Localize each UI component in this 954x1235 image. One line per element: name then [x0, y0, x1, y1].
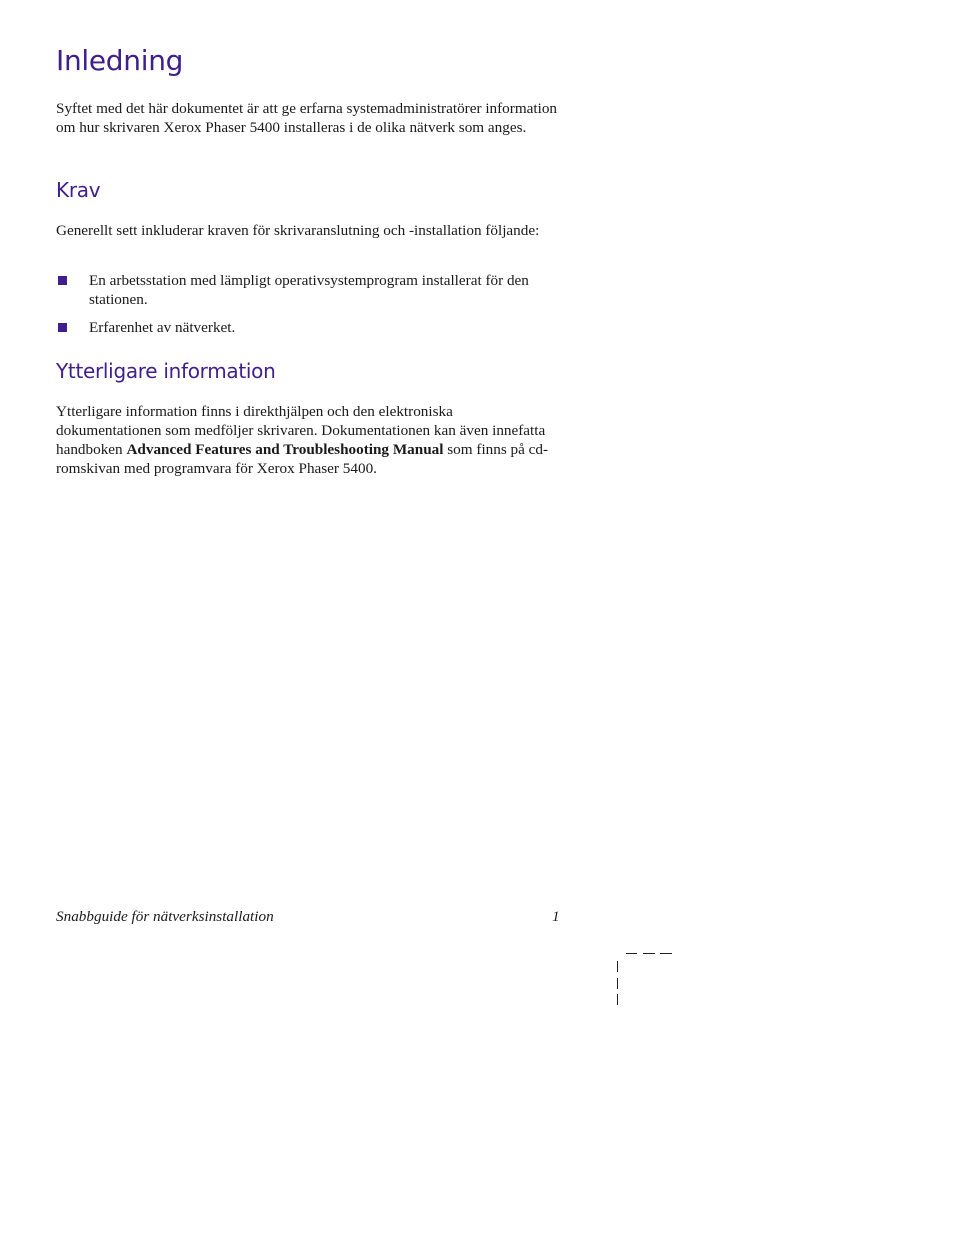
requirements-heading: Krav	[56, 178, 101, 202]
crop-mark	[617, 961, 618, 972]
crop-mark	[626, 953, 637, 954]
more-info-heading: Ytterligare information	[56, 359, 276, 383]
intro-paragraph: Syftet med det här dokumentet är att ge erfarna systemadministratörer information om hur skrivaren Xerox Phaser 5400 installeras i de olika nätverk som anges.	[56, 100, 558, 136]
square-bullet-icon	[58, 276, 67, 285]
crop-mark	[617, 994, 618, 1005]
page-title: Inledning	[56, 44, 184, 77]
more-info-paragraph	[56, 402, 561, 478]
square-bullet-icon	[58, 323, 67, 332]
requirements-paragraph: Generellt sett inkluderar kraven för skrivaranslutning och -installation följande:	[56, 222, 540, 239]
crop-mark	[617, 978, 618, 989]
list-item-text: Erfarenhet av nätverket.	[89, 319, 236, 336]
footer-title: Snabbguide för nätverksinstallation	[56, 908, 274, 925]
more-info-text-after: som finns på cd-romskivan med programvara för Xerox Phaser 5400.	[56, 441, 549, 477]
crop-mark	[643, 953, 655, 954]
manual-title: Advanced Features and Troubleshooting Manual	[126, 441, 444, 458]
crop-mark	[660, 953, 672, 954]
list-item-text: En arbetsstation med lämpligt operativsystemprogram installerat för den stationen.	[89, 272, 529, 308]
more-info-text-before: Ytterligare information finns i direkthjälpen och den elektroniska dokumentationen som medföljer skrivaren. Dokumentationen kan även innefatta handboken	[56, 403, 546, 458]
page-number: 1	[552, 908, 560, 925]
